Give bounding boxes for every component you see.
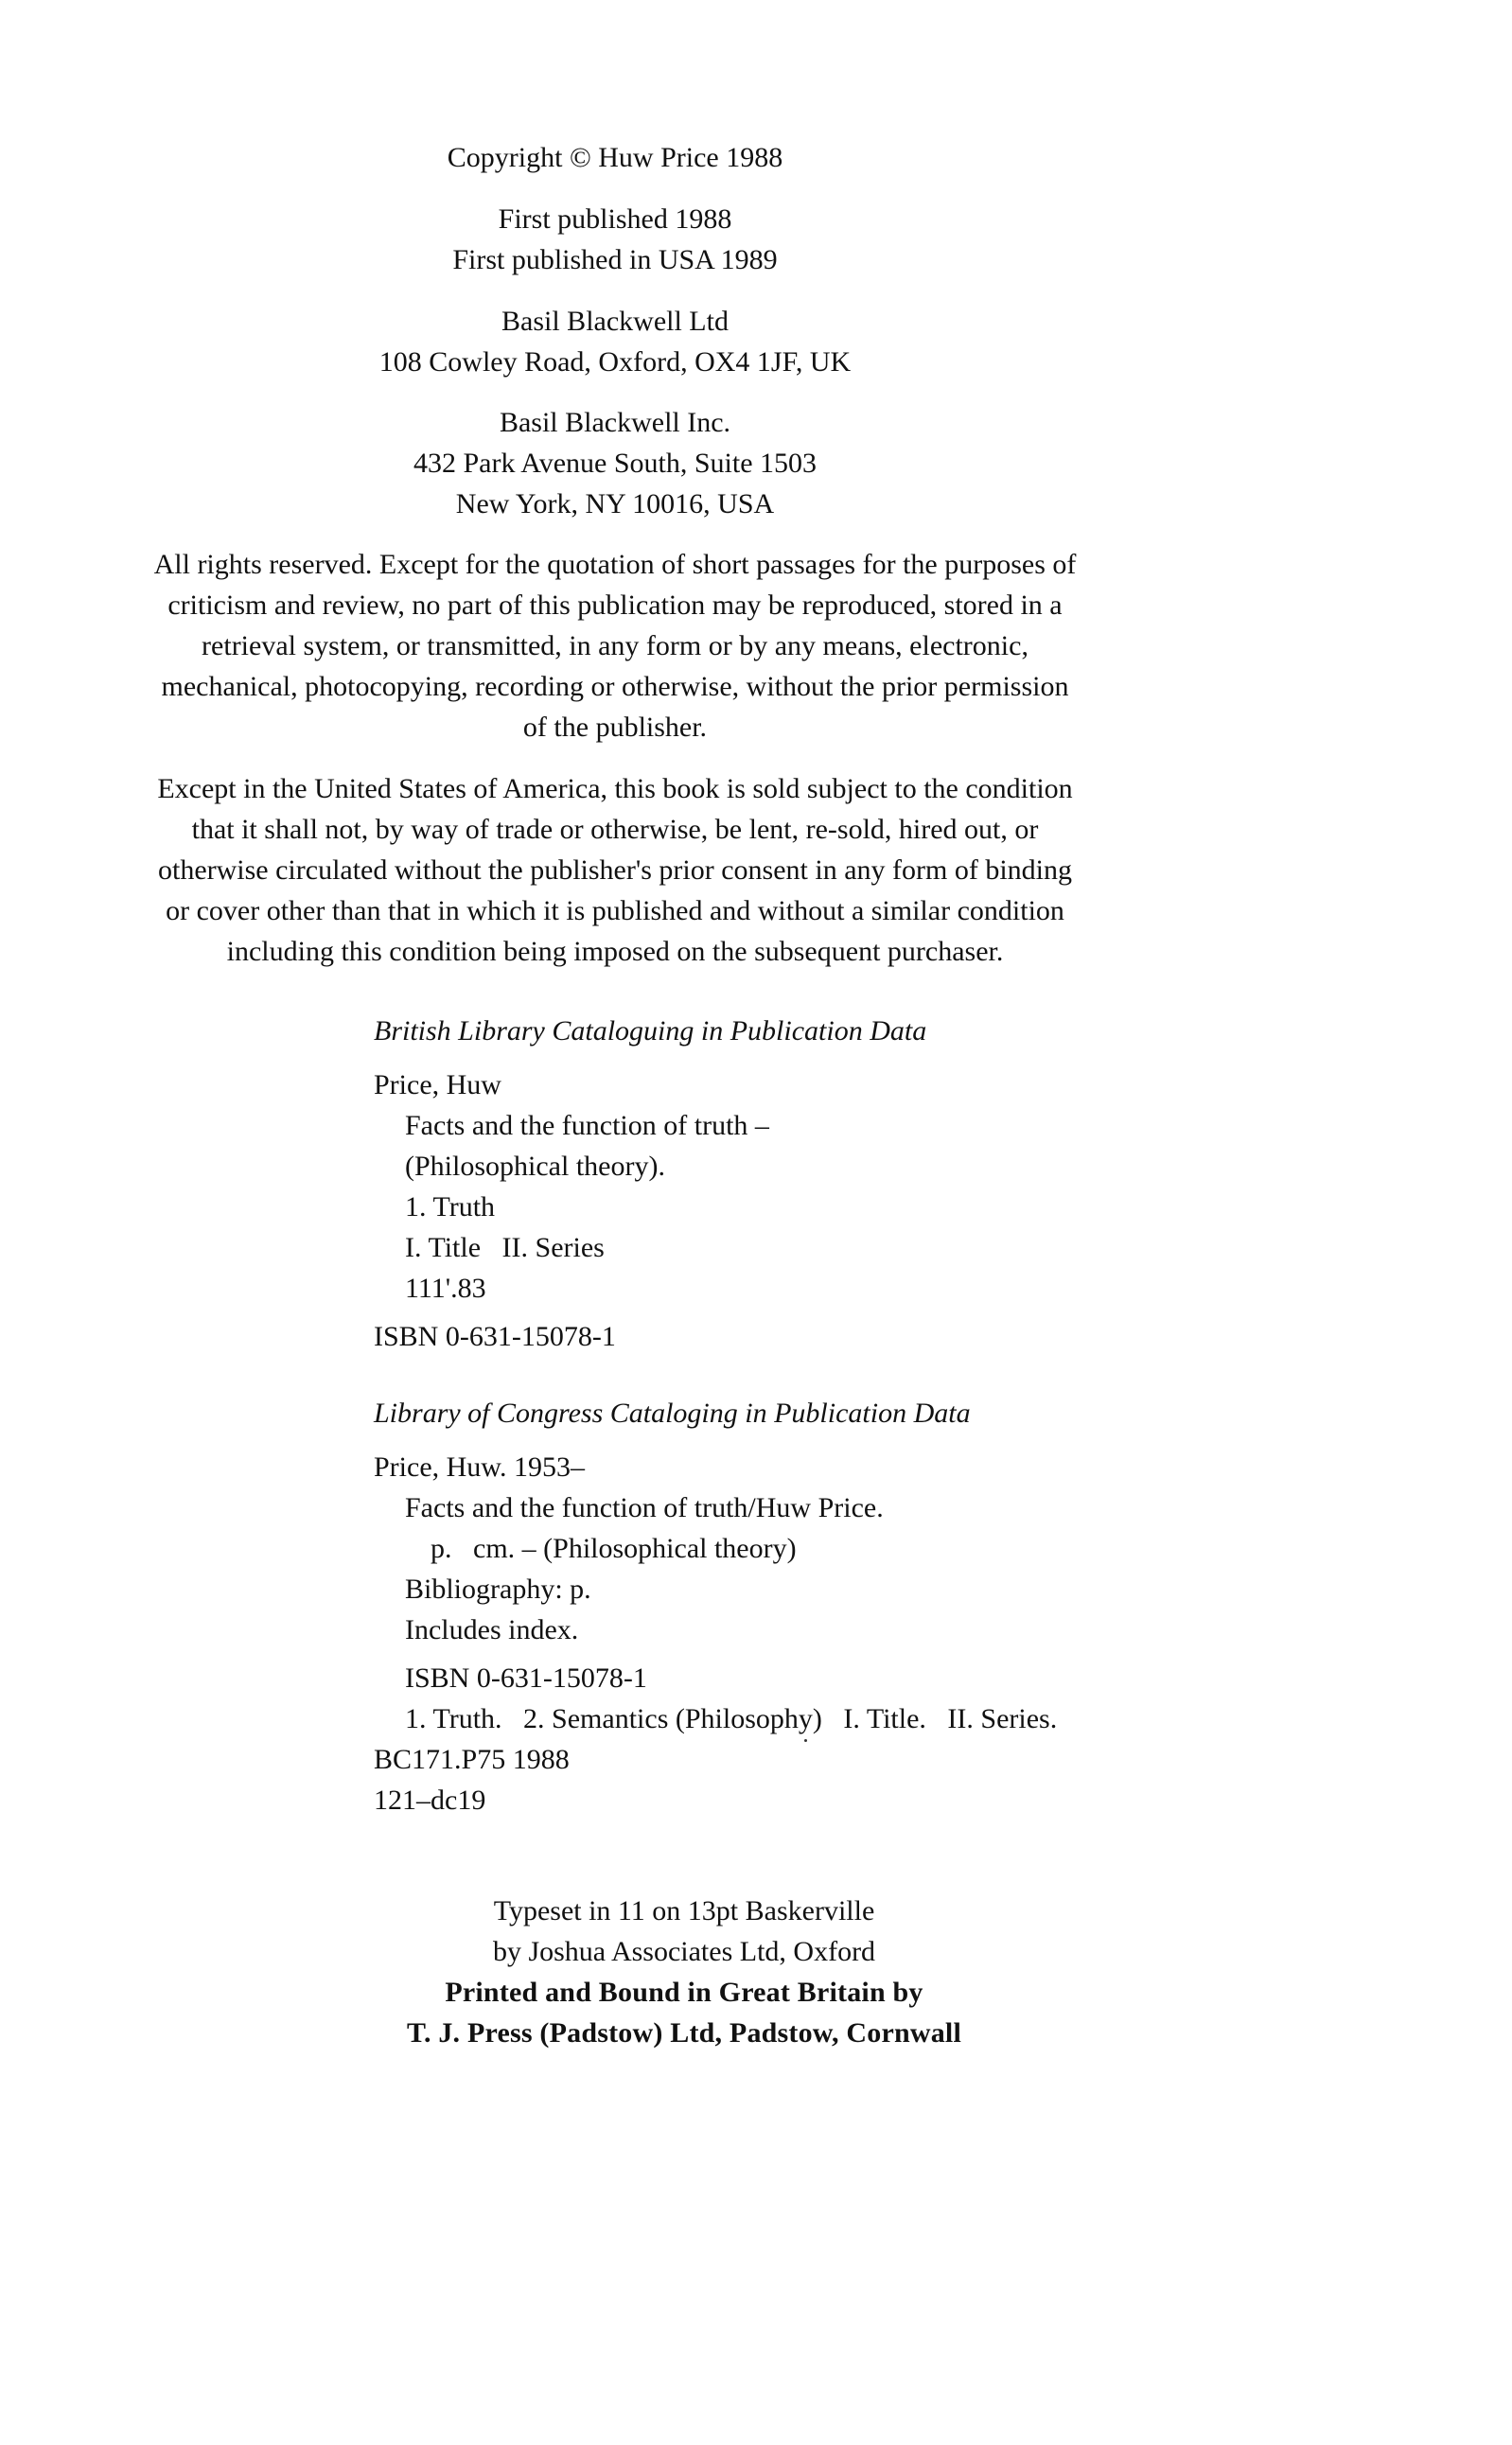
publisher-uk-address: 108 Cowley Road, Oxford, OX4 1JF, UK — [378, 346, 852, 378]
library-of-congress-heading: Library of Congress Cataloging in Publication Data — [374, 1398, 971, 1429]
bl-isbn: ISBN 0-631-15078-1 — [374, 1321, 616, 1352]
rights-line: retrieval system, or transmitted, in any form or by any means, electronic, — [202, 630, 1029, 661]
resale-line: that it shall not, by way of trade or otherwise, be lent, re-sold, hired out, or — [191, 814, 1039, 845]
loc-dewey: 121–dc19 — [374, 1785, 486, 1816]
rights-line: All rights reserved. Except for the quotation of short passages for the purposes of — [153, 549, 1077, 580]
bl-title: Facts and the function of truth – — [405, 1110, 769, 1141]
resale-line: Except in the United States of America, this book is sold subject to the condition — [157, 773, 1073, 804]
printer-colophon — [353, 1891, 1015, 2053]
publisher-us-name: Basil Blackwell Inc. — [499, 407, 731, 438]
rights-line: criticism and review, no part of this publication may be reproduced, stored in a — [167, 589, 1063, 621]
publisher-us-address-2: New York, NY 10016, USA — [455, 488, 775, 519]
rights-line: mechanical, photocopying, recording or otherwise, without the prior permission — [161, 671, 1069, 702]
library-of-congress-cip — [374, 1393, 1225, 1821]
rights-paragraph — [132, 544, 1098, 748]
first-published: First published 1988 — [498, 203, 732, 235]
bl-added-entries: I. Title II. Series — [405, 1232, 605, 1263]
loc-call-number: BC171.P75 1988 — [374, 1744, 570, 1775]
loc-index: Includes index. — [405, 1614, 579, 1645]
loc-author: Price, Huw. 1953– — [374, 1451, 586, 1483]
bl-classification: 111'.83 — [405, 1273, 486, 1304]
publisher-uk-name: Basil Blackwell Ltd — [501, 306, 729, 337]
printer-name-line: T. J. Press (Padstow) Ltd, Padstow, Cornwall — [406, 2017, 962, 2049]
typeset-line: Typeset in 11 on 13pt Baskerville — [493, 1895, 875, 1926]
printed-line: Printed and Bound in Great Britain by — [445, 1977, 923, 2008]
loc-subjects: 1. Truth. 2. Semantics (Philosophy) I. Title. II. Series. — [405, 1703, 1058, 1734]
loc-title: Facts and the function of truth/Huw Price. — [405, 1492, 884, 1523]
bl-subject: 1. Truth — [405, 1191, 496, 1222]
loc-bibliography: Bibliography: p. — [405, 1574, 591, 1605]
bl-author: Price, Huw — [374, 1069, 501, 1100]
stray-mark — [804, 1739, 807, 1742]
british-library-heading: British Library Cataloguing in Publication Data — [374, 1015, 927, 1047]
first-published-usa: First published in USA 1989 — [452, 244, 778, 275]
publisher-us — [132, 402, 1098, 524]
copyright-line: Copyright © Huw Price 1988 — [447, 142, 783, 173]
publication-history — [132, 199, 1098, 280]
british-library-cip — [374, 1011, 1225, 1357]
resale-line: including this condition being imposed on the subsequent purchaser. — [226, 936, 1004, 967]
bl-series: (Philosophical theory). — [405, 1151, 665, 1182]
resale-line: otherwise circulated without the publisher's prior consent in any form of binding — [157, 854, 1073, 886]
loc-isbn: ISBN 0-631-15078-1 — [405, 1662, 647, 1694]
publisher-us-address-1: 432 Park Avenue South, Suite 1503 — [413, 448, 818, 479]
typesetter-line: by Joshua Associates Ltd, Oxford — [492, 1936, 876, 1967]
publisher-uk — [132, 301, 1098, 382]
copyright-notice — [132, 137, 1098, 178]
loc-physical: p. cm. – (Philosophical theory) — [431, 1533, 797, 1564]
resale-paragraph — [132, 768, 1098, 972]
rights-line: of the publisher. — [522, 712, 708, 743]
resale-line: or cover other than that in which it is published and without a similar condition — [166, 895, 1064, 926]
